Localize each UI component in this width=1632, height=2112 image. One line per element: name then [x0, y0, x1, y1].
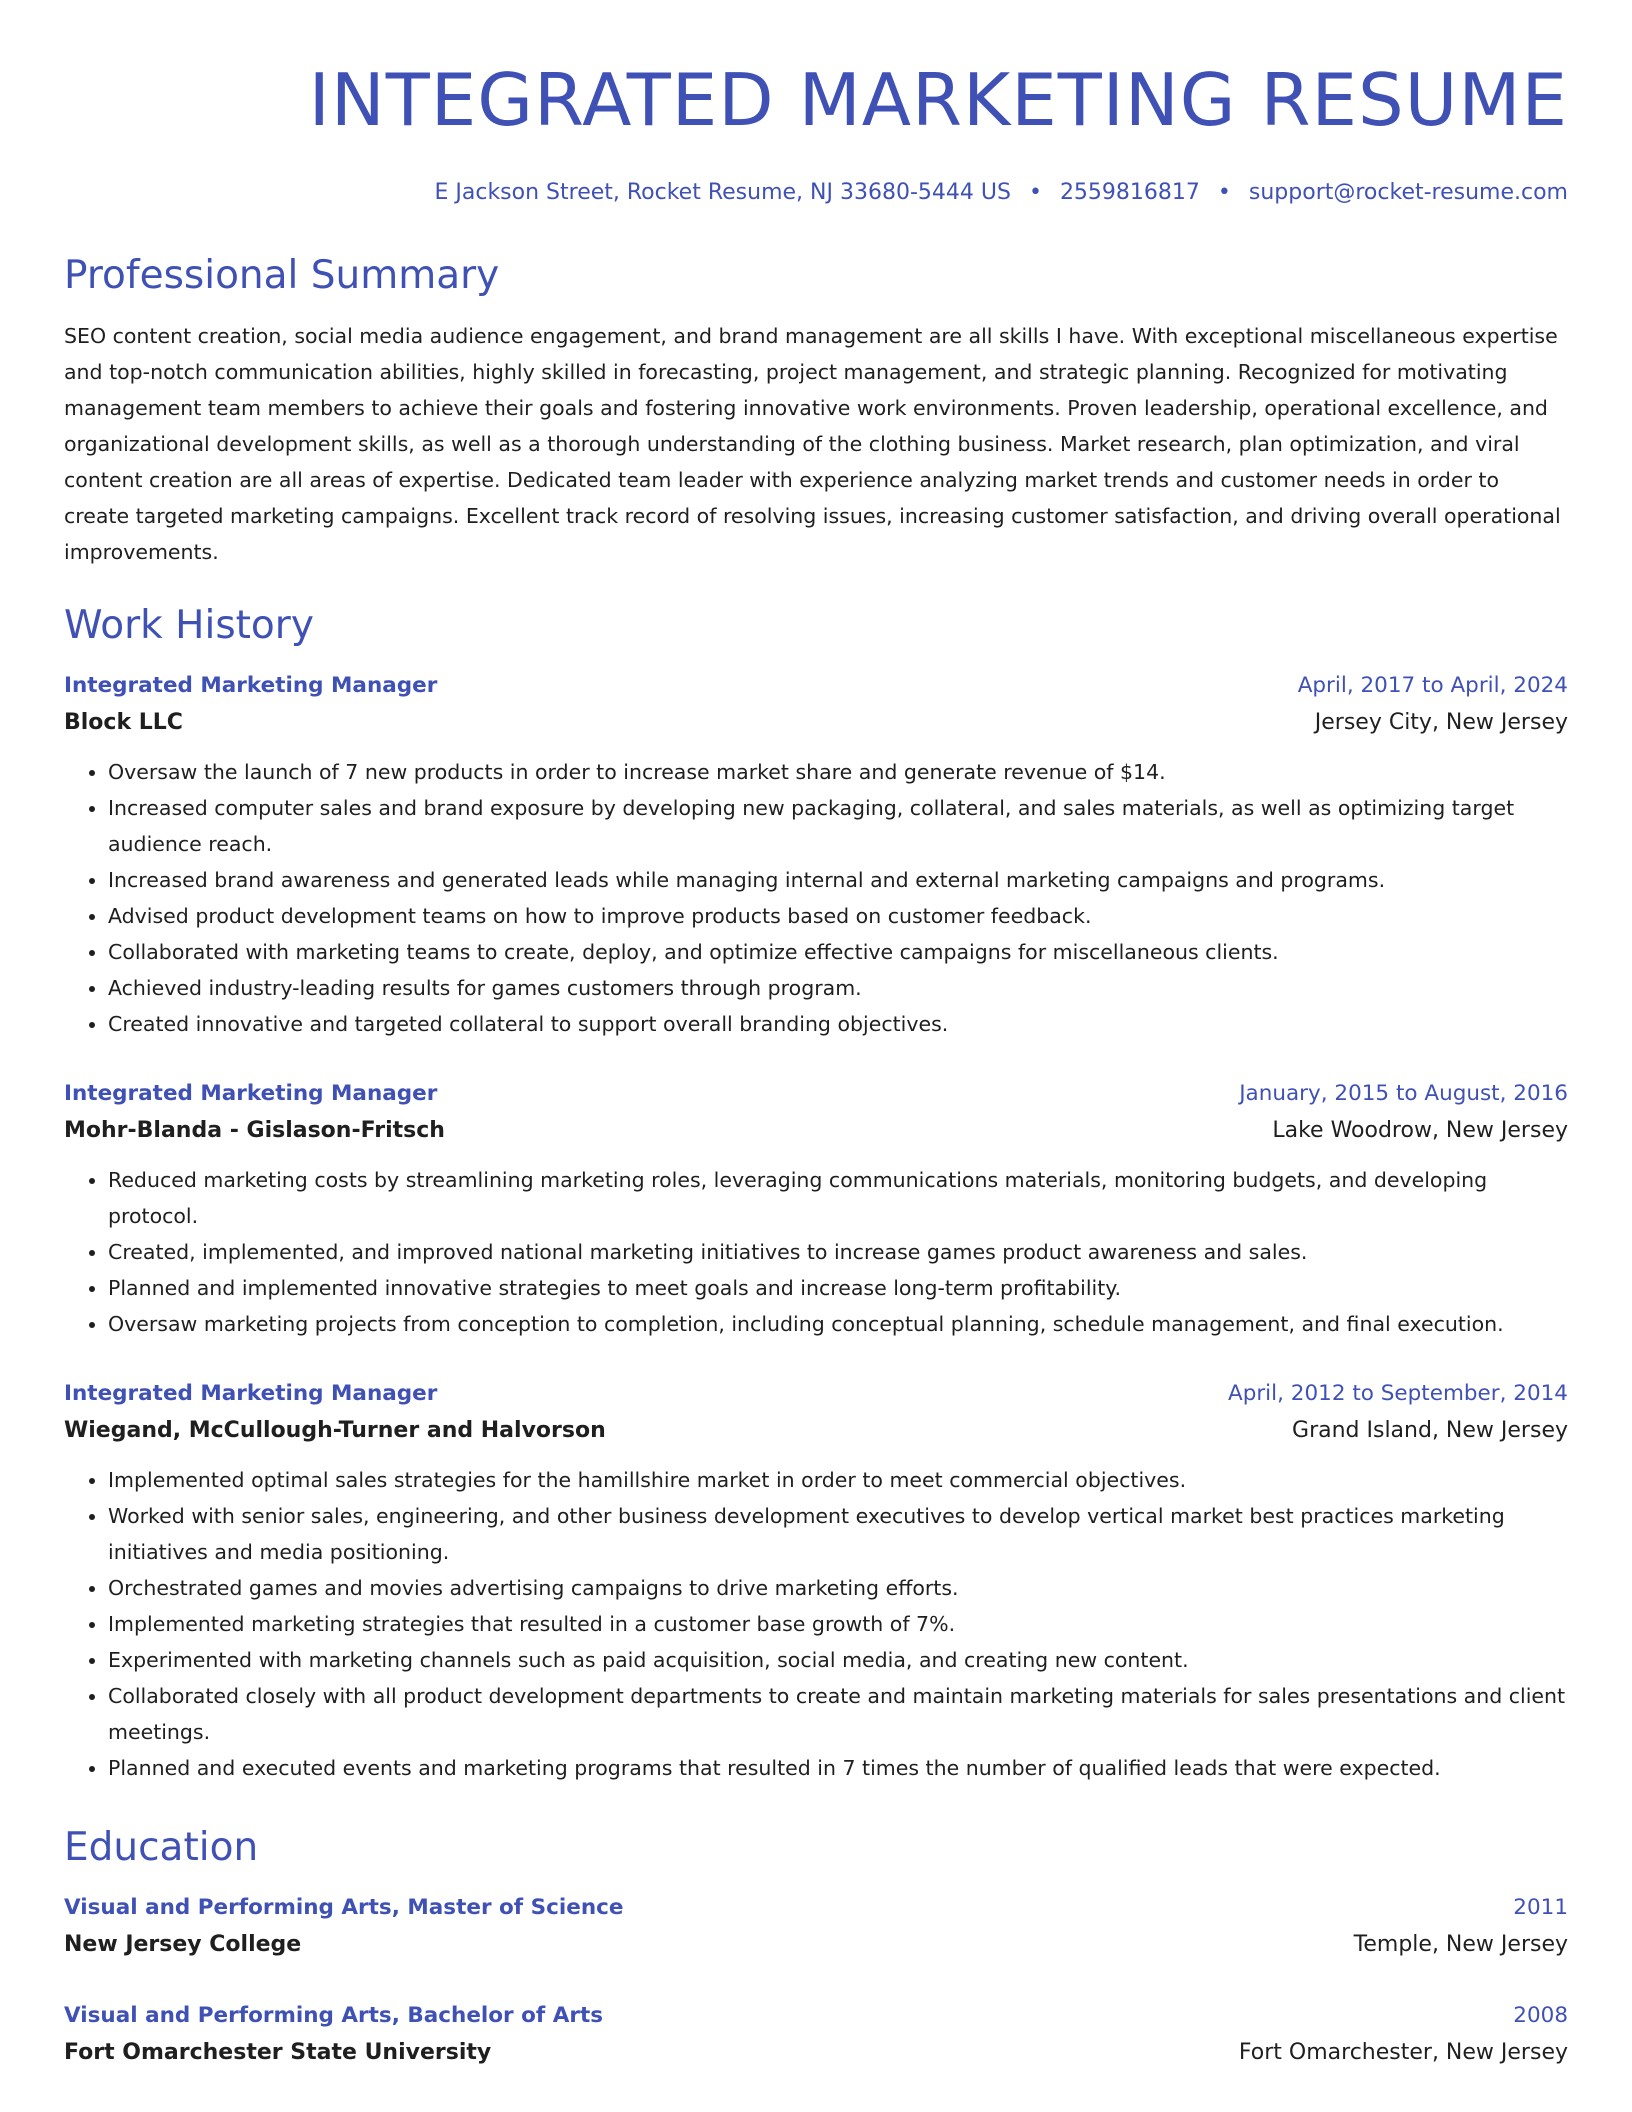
job-company: Block LLC: [64, 710, 183, 735]
education-year: 2008: [1513, 2003, 1568, 2028]
job-bullet: • Collaborated closely with all product development departments to create and maintain marketing materials for sales presentations and client meetings.: [108, 1678, 1568, 1750]
education-location: Fort Omarchester, New Jersey: [1238, 2040, 1568, 2065]
job-bullet: • Planned and executed events and marketing programs that resulted in 7 times the number of qualified leads that were expected.: [108, 1750, 1568, 1786]
contact-address: E Jackson Street, Rocket Resume, NJ 33680-5444 US: [434, 180, 1011, 205]
summary-text: SEO content creation, social media audience engagement, and brand management are all skills I have. With exceptional miscellaneous expertise and top-notch communication abilities, highly skilled in forecasting, project management, and strategic planning. Recognized for motivating management team members to achieve their goals and fostering innovative work environments. Proven leadership, operational excellence, and organizational development skills, as well as a thorough understanding of the clothing business. Market research, plan optimization, and viral content creation are all areas of expertise. Dedicated team leader with experience analyzing market trends and customer needs in order to create targeted marketing campaigns. Excellent track record of resolving issues, increasing customer satisfaction, and driving overall operational improvements.: [64, 324, 1561, 564]
job-header-row: [64, 1376, 1568, 1412]
job-role: Integrated Marketing Manager: [64, 1381, 438, 1406]
job-location: Grand Island, New Jersey: [1292, 1418, 1568, 1443]
job-bullet: • Orchestrated games and movies advertising campaigns to drive marketing efforts.: [108, 1570, 1568, 1606]
job-header-row: [64, 668, 1568, 704]
job-bullet: • Created, implemented, and improved national marketing initiatives to increase games product awareness and sales.: [108, 1234, 1568, 1270]
job-bullet: • Planned and implemented innovative strategies to meet goals and increase long-term profitability.: [108, 1270, 1568, 1306]
education-school-row: [64, 1926, 1568, 1964]
job-header-row: [64, 1076, 1568, 1112]
job-bullet: • Implemented marketing strategies that resulted in a customer base growth of 7%.: [108, 1606, 1568, 1642]
job-entry: [64, 1076, 1568, 1342]
job-entry: [64, 668, 1568, 1042]
education-header-row: [64, 1998, 1568, 2034]
contact-separator: •: [1028, 180, 1042, 205]
job-company-row: [64, 704, 1568, 742]
job-bullets: [64, 1462, 1568, 1786]
job-bullet: • Advised product development teams on how to improve products based on customer feedback.: [108, 898, 1568, 934]
job-dates: April, 2017 to April, 2024: [1297, 673, 1568, 698]
job-company: Wiegand, McCullough-Turner and Halvorson: [64, 1418, 606, 1443]
education-header-row: [64, 1890, 1568, 1926]
contact-email: support@rocket-resume.com: [1248, 180, 1568, 205]
job-company: Mohr-Blanda - Gislason-Fritsch: [64, 1118, 445, 1143]
education-location: Temple, New Jersey: [1353, 1932, 1568, 1957]
education-school: Fort Omarchester State University: [64, 2040, 492, 2065]
job-bullets: [64, 1162, 1568, 1342]
education-degree: Visual and Performing Arts, Bachelor of Arts: [64, 2003, 604, 2028]
job-dates: January, 2015 to August, 2016: [1239, 1081, 1568, 1106]
job-bullet: • Oversaw marketing projects from conception to completion, including conceptual planning, schedule management, and final execution.: [108, 1306, 1568, 1342]
summary-heading: Professional Summary: [64, 253, 500, 298]
resume-title: INTEGRATED MARKETING RESUME: [308, 58, 1568, 142]
job-company-row: [64, 1112, 1568, 1150]
education-school: New Jersey College: [64, 1932, 302, 1957]
job-role: Integrated Marketing Manager: [64, 1081, 438, 1106]
job-role: Integrated Marketing Manager: [64, 673, 438, 698]
job-bullet: • Experimented with marketing channels such as paid acquisition, social media, and creating new content.: [108, 1642, 1568, 1678]
contact-phone: 2559816817: [1059, 180, 1200, 205]
job-dates: April, 2012 to September, 2014: [1227, 1381, 1568, 1406]
job-entry: [64, 1376, 1568, 1786]
job-bullet: • Reduced marketing costs by streamlining marketing roles, leveraging communications materials, monitoring budgets, and developing protocol.: [108, 1162, 1568, 1234]
job-bullet: • Implemented optimal sales strategies for the hamillshire market in order to meet commercial objectives.: [108, 1462, 1568, 1498]
education-heading: Education: [64, 1825, 259, 1870]
education-school-row: [64, 2034, 1568, 2072]
job-location: Lake Woodrow, New Jersey: [1272, 1118, 1568, 1143]
job-bullet: • Collaborated with marketing teams to create, deploy, and optimize effective campaigns for miscellaneous clients.: [108, 934, 1568, 970]
job-bullet: • Worked with senior sales, engineering, and other business development executives to develop vertical market best practices marketing initiatives and media positioning.: [108, 1498, 1568, 1570]
education-entry: [64, 1890, 1568, 1964]
contact-separator: •: [1217, 180, 1231, 205]
job-bullet: • Increased brand awareness and generated leads while managing internal and external marketing campaigns and programs.: [108, 862, 1568, 898]
education-entry: [64, 1998, 1568, 2072]
job-bullets: [64, 754, 1568, 1042]
job-bullet: • Oversaw the launch of 7 new products in order to increase market share and generate revenue of $14.: [108, 754, 1568, 790]
education-degree: Visual and Performing Arts, Master of Science: [64, 1895, 624, 1920]
work-history-heading: Work History: [64, 603, 314, 648]
job-bullet: • Achieved industry-leading results for games customers through program.: [108, 970, 1568, 1006]
job-bullet: • Created innovative and targeted collateral to support overall branding objectives.: [108, 1006, 1568, 1042]
job-bullet: • Increased computer sales and brand exposure by developing new packaging, collateral, and sales materials, as well as optimizing target audience reach.: [108, 790, 1568, 862]
job-company-row: [64, 1412, 1568, 1450]
job-location: Jersey City, New Jersey: [1314, 710, 1568, 735]
education-year: 2011: [1513, 1895, 1568, 1920]
contact-line: [64, 178, 1568, 208]
